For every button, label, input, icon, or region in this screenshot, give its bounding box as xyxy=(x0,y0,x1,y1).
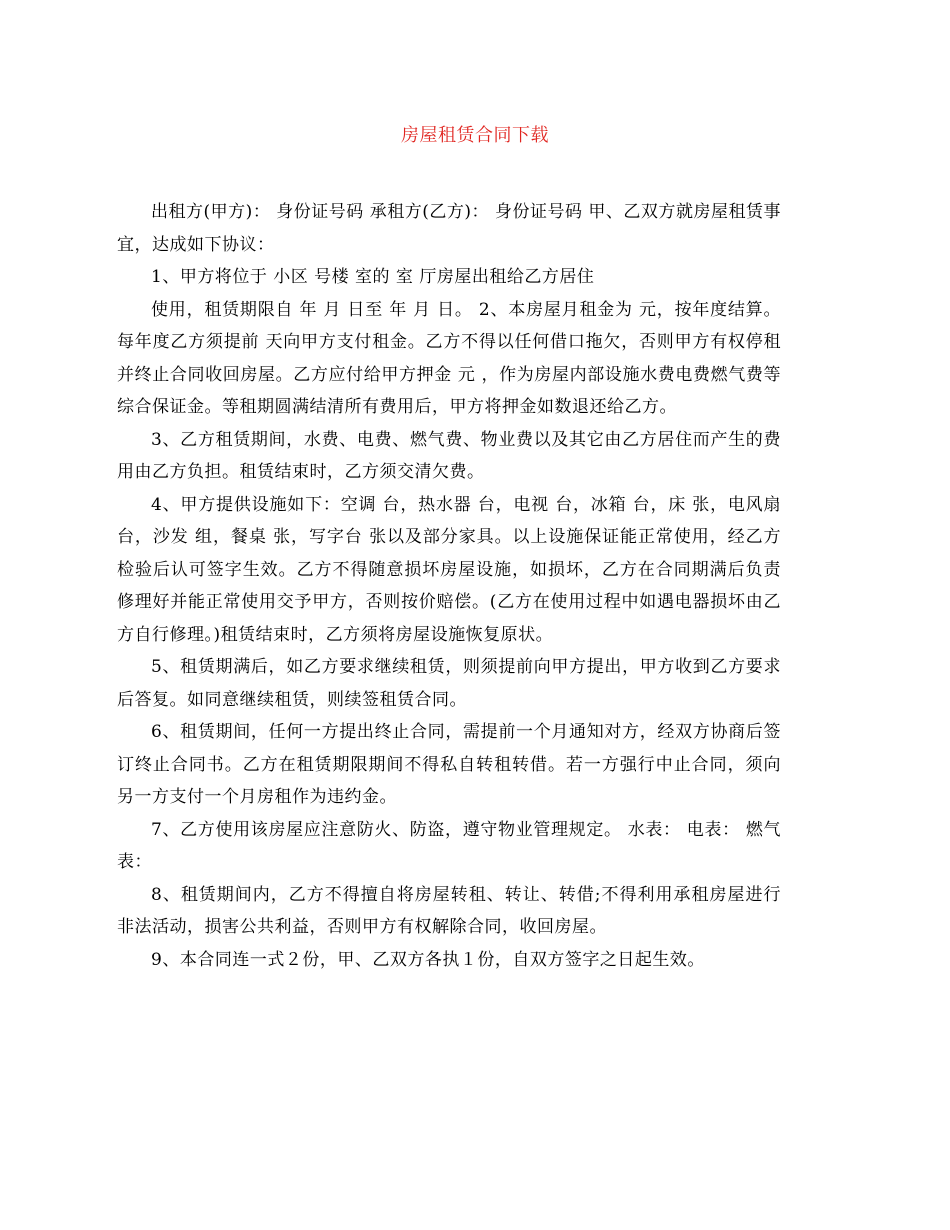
document-title: 房屋租赁合同下载 xyxy=(401,125,549,146)
paragraph-clause-4: 4、甲方提供设施如下：空调 台，热水器 台，电视 台，冰箱 台，床 张，电风扇 台，沙发 组，餐桌 张，写字台 张以及部分家具。以上设施保证能正常使用，经乙方检验后认可签字生效。乙方不得随意损坏房屋设施，如损坏，乙方在合同期满后负责修理好并能正常使用交予甲方，否则按价赔偿。(乙方在使用过程中如遇电器损坏由乙方自行修理。)租赁结束时，乙方须将房屋设施恢复原状。 xyxy=(117,494,781,645)
paragraph-parties: 出租方(甲方)： 身份证号码 承租方(乙方)： 身份证号码 甲、乙双方就房屋租赁事宜，达成如下协议： xyxy=(117,202,781,255)
paragraph-clause-9: 9、本合同连一式２份，甲、乙双方各执１份，自双方签字之日起生效。 xyxy=(151,949,705,970)
paragraph-clause-1-2: 使用，租赁期限自 年 月 日至 年 月 日。 2、本房屋月租金为 元，按年度结算。每年度乙方须提前 天向甲方支付租金。乙方不得以任何借口拖欠，否则甲方有权停租并终止合同收回房屋。乙方应付给甲方押金 元 ，作为房屋内部设施水费电费燃气费等综合保证金。等租期圆满结清所有费用后，甲方将押金如数退还给乙方。 xyxy=(117,299,781,417)
paragraph-clause-5: 5、租赁期满后，如乙方要求继续租赁，则须提前向甲方提出，甲方收到乙方要求后答复。如同意继续租赁，则续签租赁合同。 xyxy=(117,657,781,710)
paragraph-clause-8: 8、租赁期间内，乙方不得擅自将房屋转租、转让、转借;不得利用承租房屋进行非法活动，损害公共利益，否则甲方有权解除合同，收回房屋。 xyxy=(117,884,781,937)
paragraph-clause-7: 7、乙方使用该房屋应注意防火、防盗，遵守物业管理规定。 水表： 电表： 燃气表： xyxy=(117,819,781,872)
document-body xyxy=(117,196,781,976)
paragraph-clause-1: 1、甲方将位于 小区 号楼 室的 室 厅房屋出租给乙方居住 xyxy=(151,267,595,287)
paragraph-clause-3: 3、乙方租赁期间，水费、电费、燃气费、物业费以及其它由乙方居住而产生的费用由乙方负担。租赁结束时，乙方须交清欠费。 xyxy=(117,429,781,482)
paragraph-clause-6: 6、租赁期间，任何一方提出终止合同，需提前一个月通知对方，经双方协商后签订终止合同书。乙方在租赁期限期间不得私自转租转借。若一方强行中止合同，须向另一方支付一个月房租作为违约金。 xyxy=(117,722,781,807)
